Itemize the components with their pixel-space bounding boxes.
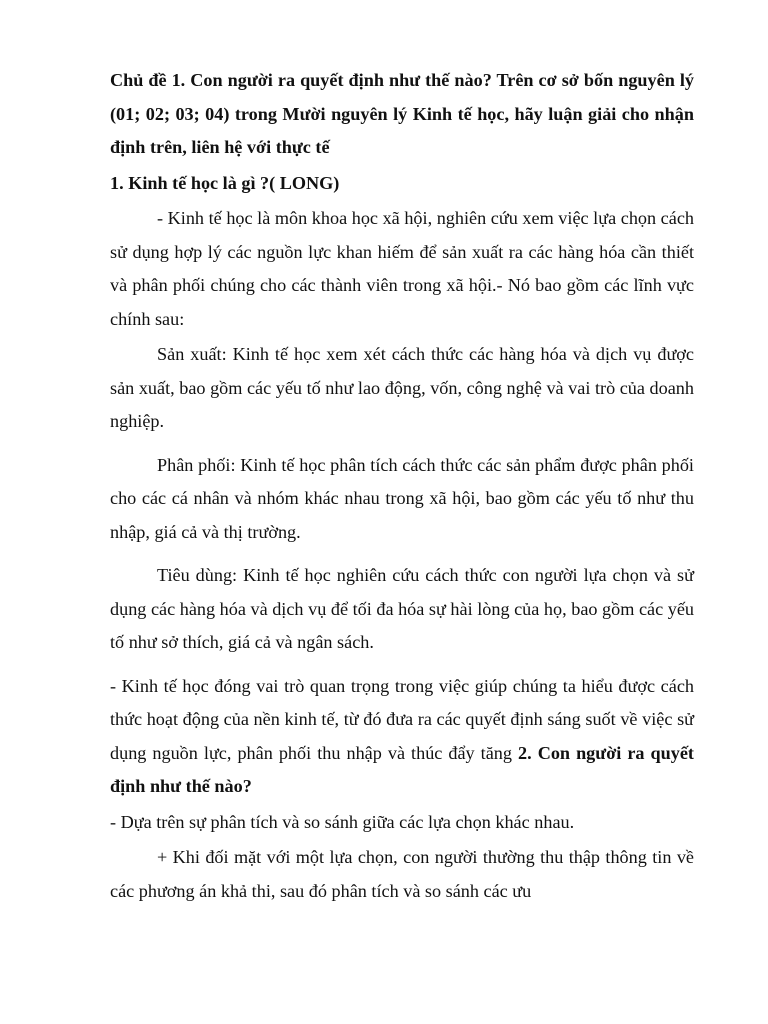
- paragraph-role-text: - Kinh tế học đóng vai trò quan trọng trong việc giúp chúng ta hiểu được cách thức hoạt động của nền kinh tế, từ đó đưa ra các quyết định sáng suốt về việc sử dụng nguồn lực, phân phối thu nhập và thúc đẩy tăng: [110, 675, 694, 763]
- paragraph-compare: - Dựa trên sự phân tích và so sánh giữa các lựa chọn khác nhau.: [110, 811, 575, 832]
- paragraph-consumption: Tiêu dùng: Kinh tế học nghiên cứu cách thức con người lựa chọn và sử dụng các hàng hóa và dịch vụ để tối đa hóa sự hài lòng của họ, bao gồm các yếu tố như sở thích, giá cả và ngân sách.: [110, 565, 694, 652]
- paragraph-definition: - Kinh tế học là môn khoa học xã hội, nghiên cứu xem việc lựa chọn cách sử dụng hợp lý các nguồn lực khan hiếm để sản xuất ra các hàng hóa cần thiết và phân phối chúng cho các thành viên trong xã hội.- Nó bao gồm các lĩnh vực chính sau:: [110, 208, 694, 329]
- paragraph-production: Sản xuất: Kinh tế học xem xét cách thức các hàng hóa và dịch vụ được sản xuất, bao gồm các yếu tố như lao động, vốn, công nghệ và vai trò của doanh nghiệp.: [110, 344, 694, 431]
- section-heading-2: 2. Con người ra quyết định như thế nào?: [110, 742, 694, 796]
- paragraph-role: [110, 670, 694, 804]
- document-title: Chủ đề 1. Con người ra quyết định như thế nào? Trên cơ sở bốn nguyên lý (01; 02; 03; 04) trong Mười nguyên lý Kinh tế học, hãy luận giải cho nhận định trên, liên hệ với thực tế: [110, 70, 694, 157]
- paragraph-distribution: Phân phối: Kinh tế học phân tích cách thức các sản phẩm được phân phối cho các cá nhân và nhóm khác nhau trong xã hội, bao gồm các yếu tố như thu nhập, giá cả và thị trường.: [110, 454, 694, 542]
- section-heading-1: 1. Kinh tế học là gì ?( LONG): [110, 172, 340, 193]
- paragraph-choice: + Khi đối mặt với một lựa chọn, con người thường thu thập thông tin về các phương án khả thi, sau đó phân tích và so sánh các ưu: [110, 847, 694, 901]
- document-body: [110, 64, 694, 908]
